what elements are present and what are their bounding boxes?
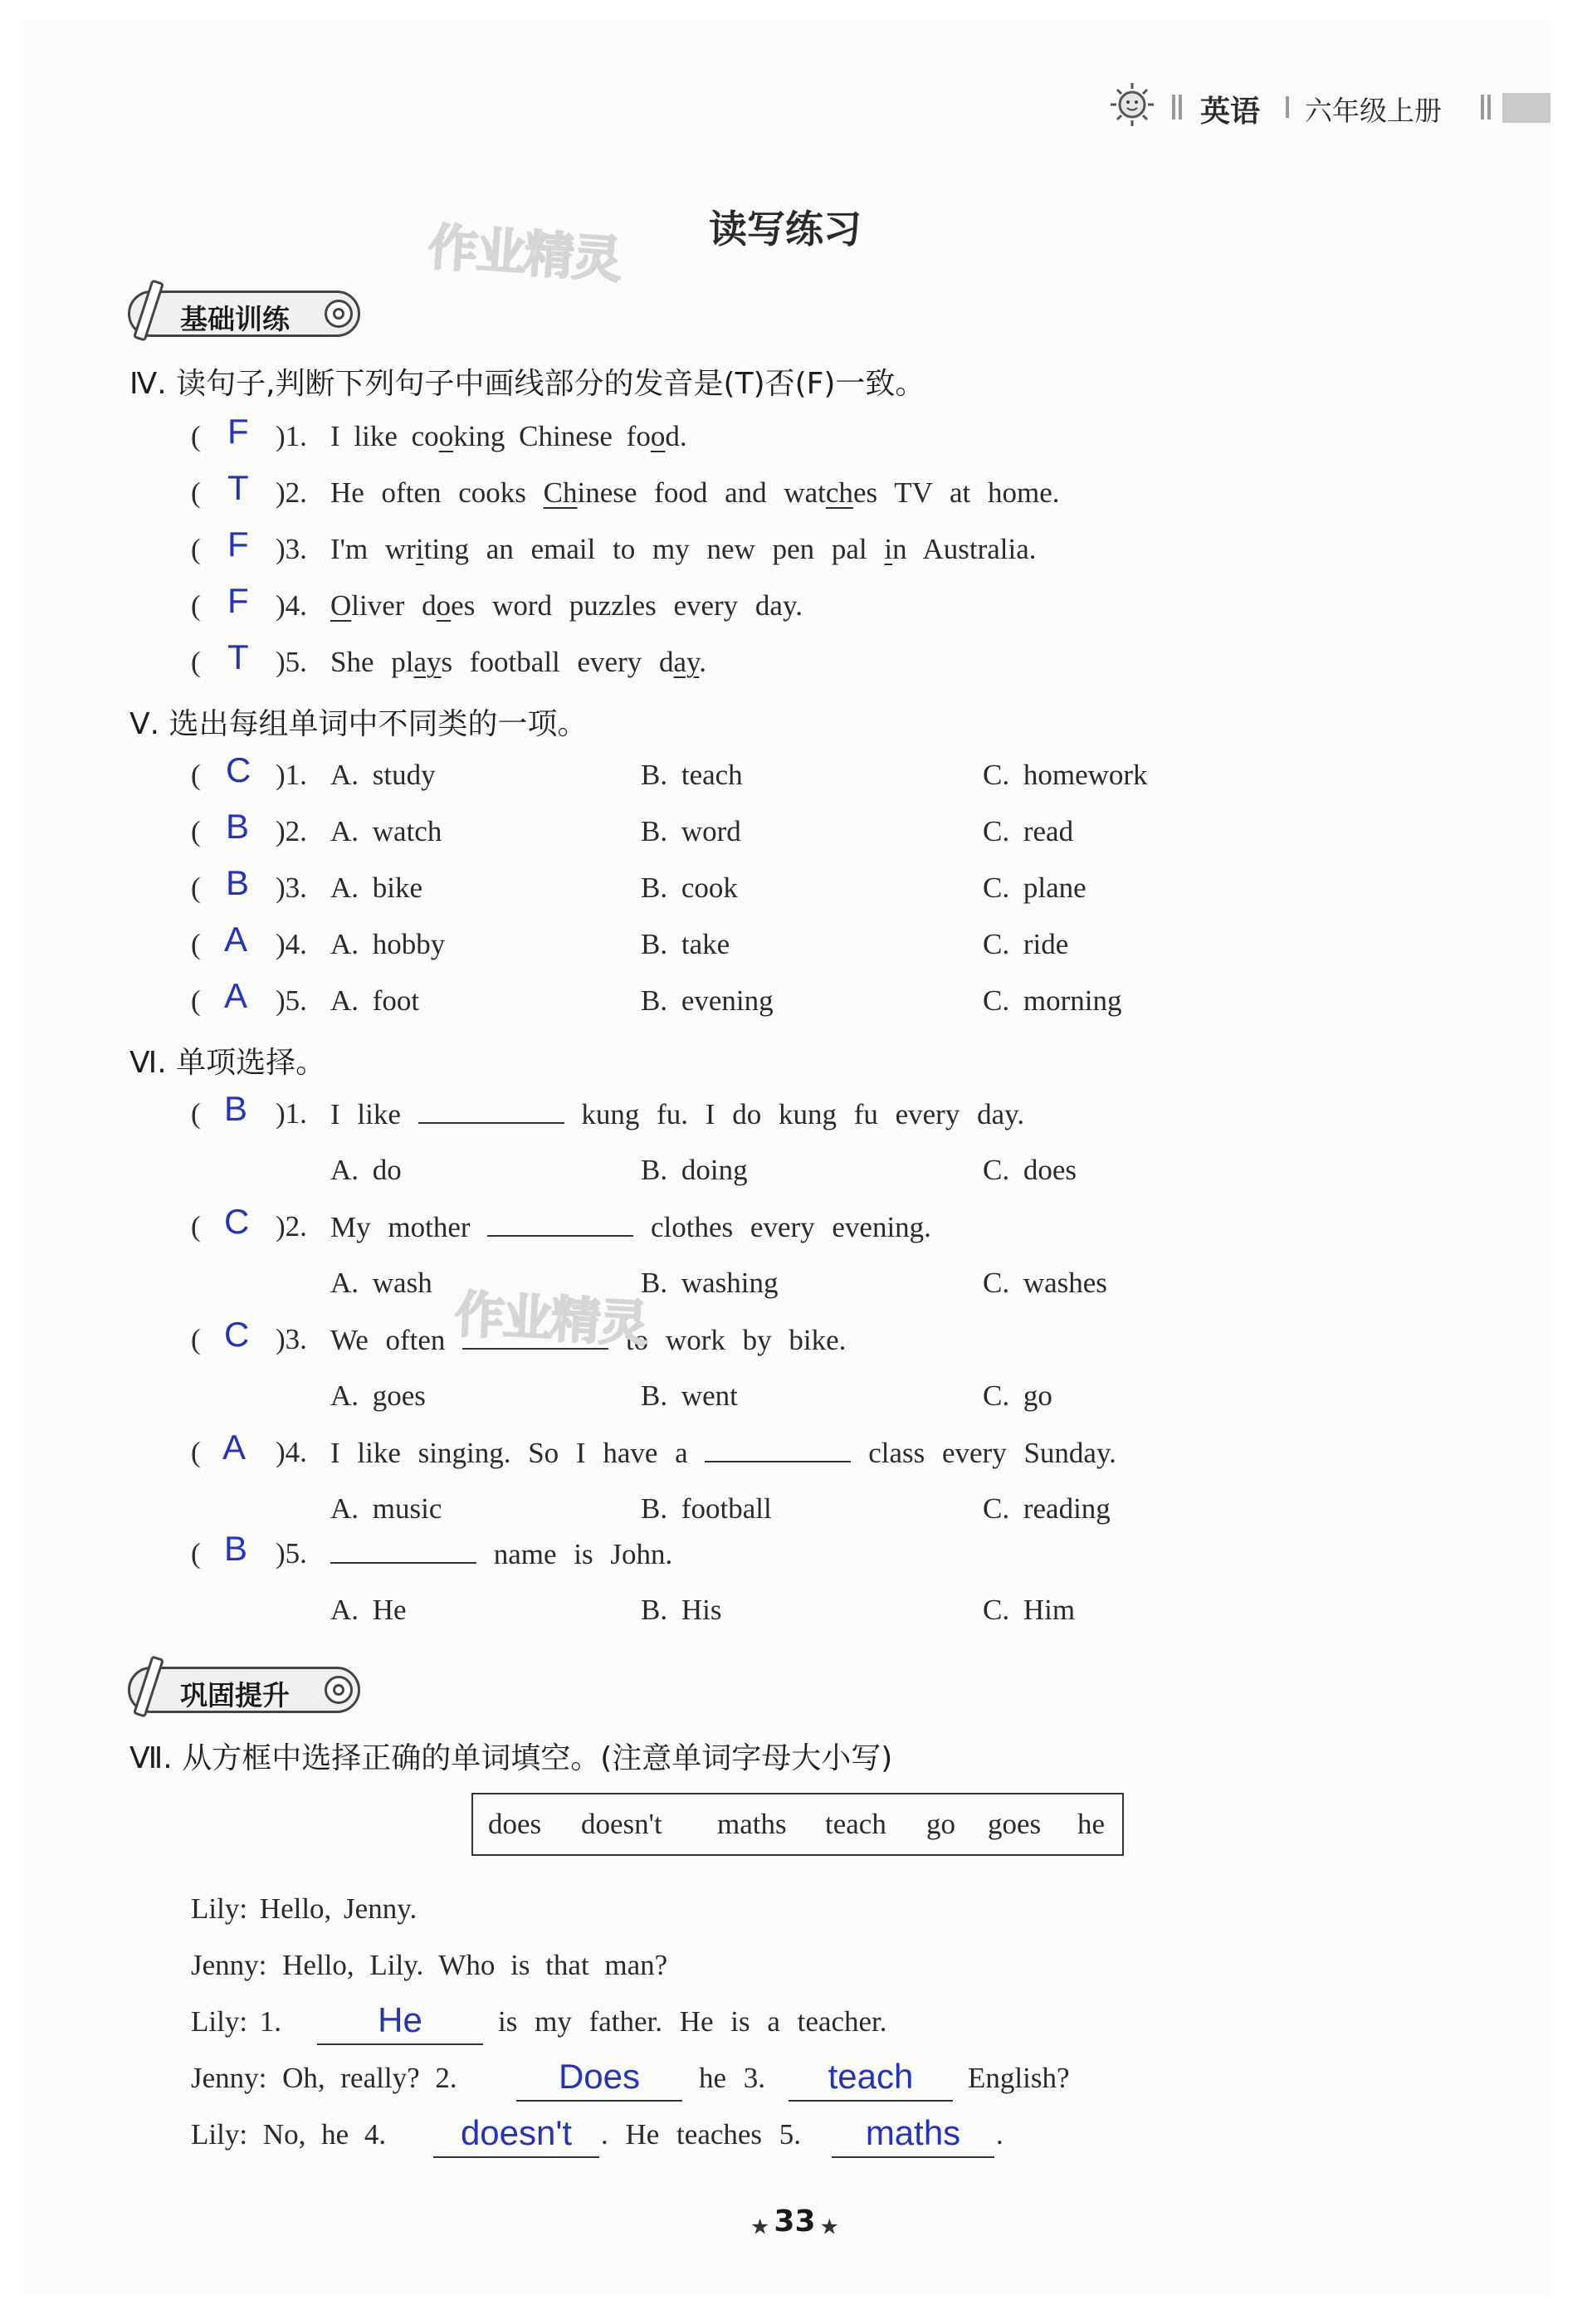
question-line [330,1210,931,1244]
paren-open: ( [191,759,201,791]
watermark: 作业精灵 [453,1285,649,1355]
word-option: goes [988,1808,1042,1840]
item-number: )2. [276,815,307,847]
paren-open: ( [191,1210,201,1243]
answer-letter: C [224,1202,250,1241]
item-number: )3. [276,872,307,904]
answer-letter: B [224,1089,248,1128]
question-pre: My mother [330,1211,471,1243]
answer-letter: F [227,525,249,564]
header-separator [1172,95,1175,120]
answer-letter: T [227,637,249,676]
fill-blank-2 [516,2057,682,2102]
option-b: B. take [641,928,730,960]
question-post: to work by bike. [625,1324,847,1356]
answer-letter: C [226,750,251,789]
answer-letter: B [226,863,250,902]
option-a: A. He [330,1594,407,1626]
item-number: )1. [276,1097,307,1130]
word-box [471,1793,1124,1856]
question-line [330,1436,1116,1470]
question-post: name is John. [493,1538,673,1570]
option-a: A. do [330,1154,402,1186]
item-number: )5. [276,984,307,1017]
question-pre: I like [330,1098,401,1130]
page-number [750,2204,839,2240]
star-icon: ★ [750,2214,770,2240]
option-b: B. word [641,815,741,847]
option-a: A. watch [330,815,442,847]
option-a: A. bike [330,872,423,904]
paren-open: ( [191,984,201,1017]
option-b: B. cook [641,872,738,904]
item-number: )4. [276,589,307,622]
dialogue-line-3-pre: Lily: 1. [191,2005,282,2038]
word-option: does [488,1808,542,1840]
header-grade: 六年级上册 [1305,95,1442,127]
dialogue-line-5-mid: . He teaches 5. [601,2118,802,2151]
fill-blank-3 [789,2057,953,2102]
fill-answer: Does [558,2057,641,2096]
paren-open: ( [191,1436,201,1468]
answer-letter: B [226,807,250,846]
option-c: C. morning [983,984,1122,1017]
tag-label: 基础训练 [180,303,290,335]
answer-blank [418,1097,564,1124]
header-separator [1179,95,1182,120]
option-c: C. ride [983,928,1069,960]
answer-letter: A [224,920,248,959]
answer-letter: T [227,468,249,507]
word-option: he [1077,1808,1106,1840]
option-a: A. study [330,759,436,791]
option-b: B. teach [641,759,743,791]
option-c: C. go [983,1379,1052,1412]
option-c: C. Him [983,1594,1076,1626]
sentence: He often cooks Chinese food and watches TV at home. [330,476,1060,509]
fill-answer: He [378,2000,422,2039]
answer-letter: F [227,581,249,620]
sentence: Oliver does word puzzles every day. [330,589,803,622]
watermark: 作业精灵 [426,217,623,290]
option-b: B. His [641,1594,722,1626]
dialogue-line-5-pre: Lily: No, he 4. [191,2118,387,2151]
sun-logo-icon [1107,80,1157,129]
paren-open: ( [191,1537,201,1570]
paren-open: ( [191,420,201,452]
dialogue-line-5-post: . [996,2118,1003,2151]
paren-open: ( [191,589,201,622]
sentence: I like cooking Chinese food. [330,420,687,452]
answer-letter: A [224,976,248,1015]
sentence: I'm writing an email to my new pen pal in Australia. [330,533,1037,565]
option-c: C. read [983,815,1074,847]
option-a: A. wash [330,1267,432,1299]
option-b: B. went [641,1379,738,1412]
section-iv-heading: Ⅳ. 读句子,判断下列句子中画线部分的发音是(T)否(F)一致。 [129,367,925,401]
tag-label: 巩固提升 [180,1679,290,1711]
answer-letter: C [224,1315,250,1354]
item-number: )3. [276,533,307,565]
ring-icon [325,1676,353,1704]
item-number: )1. [276,420,307,452]
option-b: B. evening [641,984,774,1017]
dialogue-line-1: Lily: Hello, Jenny. [191,1892,418,1925]
option-c: C. homework [983,759,1148,791]
paren-open: ( [191,1323,201,1355]
question-post: class every Sunday. [868,1437,1116,1469]
option-c: C. does [983,1154,1077,1186]
paren-open: ( [191,1097,201,1130]
word-option: doesn't [581,1808,662,1840]
fill-blank-4 [433,2113,599,2158]
item-number: )1. [276,759,307,791]
word-option: maths [717,1808,787,1840]
answer-letter: A [222,1428,247,1467]
option-a: A. music [330,1492,442,1525]
item-number: )5. [276,646,307,678]
dialogue-line-2: Jenny: Hello, Lily. Who is that man? [191,1949,668,1981]
option-a: A. foot [330,984,420,1017]
word-option: teach [825,1808,886,1840]
question-line [330,1097,1024,1131]
answer-blank [487,1210,633,1237]
dialogue-line-4-pre: Jenny: Oh, really? 2. [191,2062,457,2094]
section-v-heading: Ⅴ. 选出每组单词中不同类的一项。 [129,707,588,741]
answer-letter: F [227,412,249,451]
item-number: )4. [276,1436,307,1468]
item-number: )2. [276,476,307,509]
fill-answer: maths [865,2113,961,2152]
question-pre: We often [330,1324,446,1356]
star-icon: ★ [819,2214,839,2240]
question-pre: I like singing. So I have a [330,1437,688,1469]
option-c: C. reading [983,1492,1111,1525]
item-number: )3. [276,1323,307,1355]
item-number: )2. [276,1210,307,1243]
answer-blank [330,1537,476,1564]
dialogue-line-3-post: is my father. He is a teacher. [498,2005,887,2038]
dialogue-line-4-mid: he 3. [699,2062,766,2094]
header-separator [1487,95,1491,120]
fill-answer: teach [828,2057,914,2096]
page-number-value: 33 [774,2204,816,2239]
section-vii-heading: Ⅶ. 从方框中选择正确的单词填空。(注意单词字母大小写) [129,1741,893,1775]
option-a: A. goes [330,1379,426,1412]
paren-open: ( [191,872,201,904]
option-c: C. washes [983,1267,1107,1299]
sentence: She plays football every day. [330,646,707,678]
paren-open: ( [191,476,201,509]
header-subject: 英语 [1200,95,1261,129]
paren-open: ( [191,646,201,678]
answer-letter: B [224,1529,248,1568]
question-line [330,1537,672,1571]
item-number: )4. [276,928,307,960]
paren-open: ( [191,533,201,565]
header-bar [1502,93,1550,123]
ring-icon [325,300,353,328]
option-c: C. plane [983,872,1086,904]
section-vi-heading: Ⅵ. 单项选择。 [129,1046,326,1080]
option-b: B. washing [641,1267,779,1299]
header-separator [1481,95,1484,120]
paren-open: ( [191,815,201,847]
paren-open: ( [191,928,201,960]
question-post: clothes every evening. [651,1211,931,1243]
question-post: kung fu. I do kung fu every day. [581,1098,1025,1130]
option-a: A. hobby [330,928,446,960]
dialogue-line-4-post: English? [968,2062,1070,2094]
fill-blank-1 [317,2000,483,2045]
item-number: )5. [276,1537,307,1570]
fill-blank-5 [832,2113,994,2158]
option-b: B. football [641,1492,772,1525]
word-option: go [926,1808,955,1840]
header-separator [1286,96,1289,118]
section-tag-basic [128,290,360,337]
page-title: 读写练习 [709,207,862,251]
option-b: B. doing [641,1154,748,1186]
answer-blank [705,1436,851,1462]
section-tag-consolidate [128,1667,360,1713]
fill-answer: doesn't [460,2113,573,2152]
